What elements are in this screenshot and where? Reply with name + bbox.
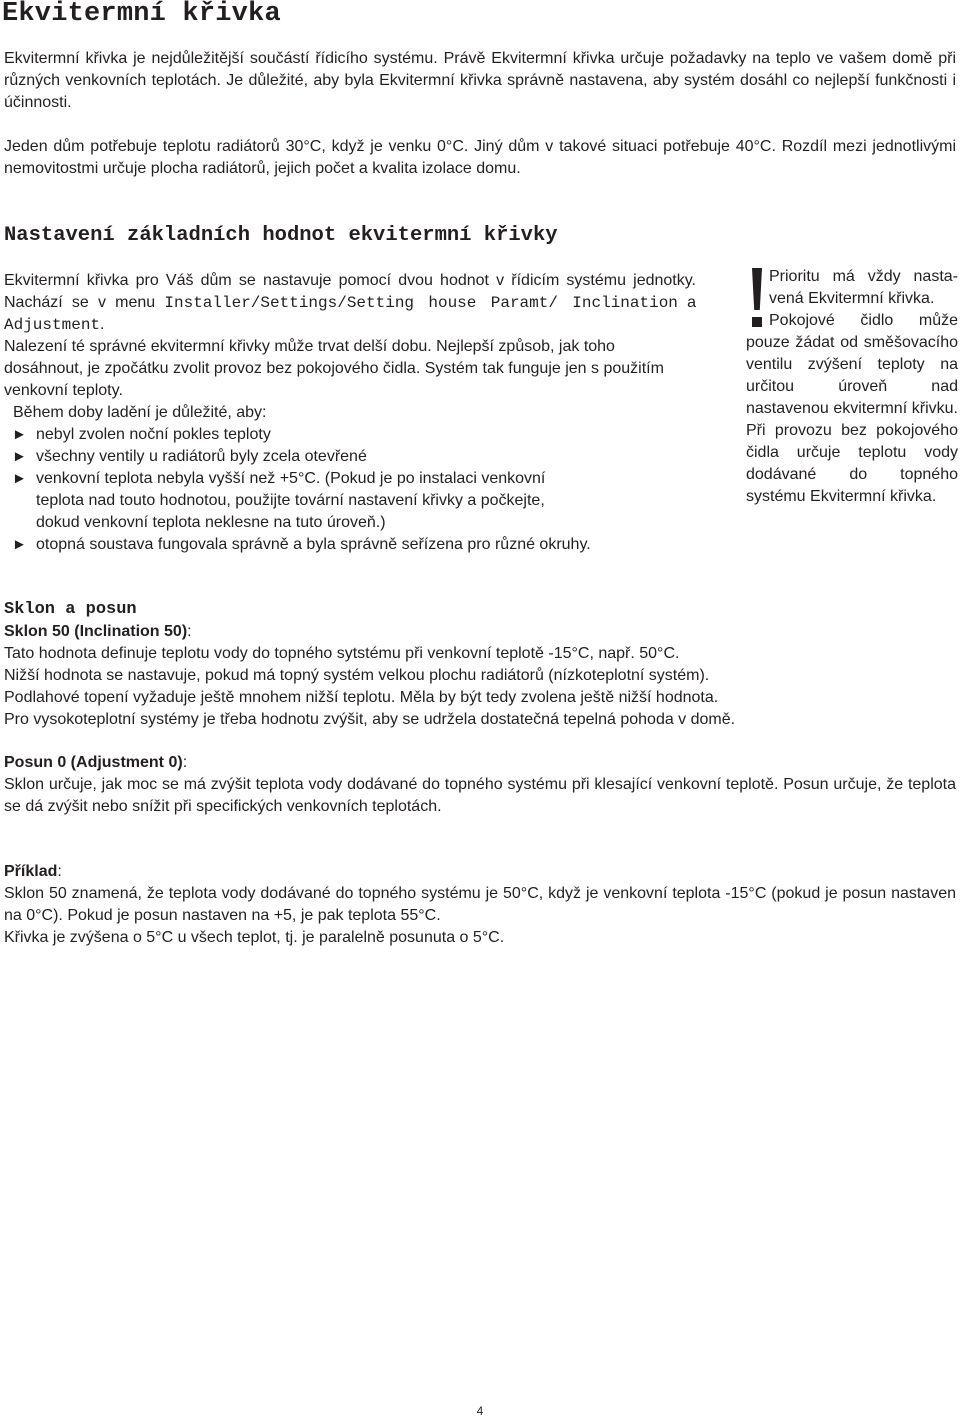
slope-section	[4, 599, 956, 731]
slope-subheading	[4, 621, 956, 643]
slope-line-3: Podlahové topení vyžaduje ještě mnohem nižší teplotu. Měla by být tedy zvolena ještě nižší hodnota.	[4, 689, 719, 706]
slope-line-4: Pro vysokoteplotní systémy je třeba hodnotu zvýšit, aby se udržela dostatečná tepelná pohoda v domě.	[4, 711, 736, 728]
list-item-text: nebyl zvolen noční pokles teploty	[36, 426, 271, 443]
intro-section	[4, 48, 956, 180]
note-line-1: Prioritu má vždy nasta-	[769, 268, 958, 285]
page-number: 4	[476, 1404, 484, 1418]
priority-note	[746, 266, 958, 508]
slope-line-2: Nižší hodnota se nastavuje, pokud má topný systém velkou plochu radiátorů (nízkoteplotní systém).	[4, 667, 710, 684]
bullet-icon: ►	[12, 470, 27, 487]
settings-heading: Nastavení základních hodnot ekvitermní křivky	[4, 224, 558, 247]
settings-text-start: Ekvitermní křivka pro Váš dům se nastavuje pomocí dvou hodnot v řídicím systému jednotky. Nachází se v menu	[4, 272, 696, 311]
page-title: Ekvitermní křivka	[2, 0, 281, 29]
slope-line-1: Tato hodnota definuje teplotu vody do topného sytstému při venkovní teplotě -15°C, např. 50°C.	[4, 645, 680, 662]
adjustment-subheading	[4, 752, 956, 774]
settings-paragraph-2: Nalezení té správné ekvitermní křivky může trvat delší dobu. Nejlepší způsob, jak toho dosáhnout, je zpočátku zvolit provoz bez pokojového čidla. Systém tak funguje jen s použitím venkovní teploty.	[4, 338, 664, 399]
menu-adjustment: Adjustment	[4, 316, 101, 334]
example-text: Sklon 50 znamená, že teplota vody dodávané do topného systému je 50°C, když je venkovní teplota -15°C (pokud je posun nastaven na 0°C). Pokud je posun nastaven na +5, je pak teplota 55°C.	[4, 885, 956, 924]
list-item-continuation: dokud venkovní teplota neklesne na tuto úroveň.)	[36, 514, 386, 531]
list-item-text: otopná soustava fungovala správně a byla správně seřízena pro různé okruhy.	[36, 536, 591, 553]
note-line-2: vená Ekvitermní křivka.	[769, 290, 935, 307]
adjustment-text: Sklon určuje, jak moc se má zvýšit teplota vody dodávané do topného systému při klesající venkovní teplotě. Posun určuje, že teplota se dá zvýšit nebo snížit při specifických venkovních teplotách.	[4, 776, 956, 815]
bullet-icon: ►	[12, 536, 27, 553]
list-item	[12, 468, 696, 490]
intro-paragraph-2: Jeden dům potřebuje teplotu radiátorů 30°C, když je venku 0°C. Jiný dům v takové situaci potřebuje 40°C. Rozdíl mezi jednotlivými nemovitostmi určuje plocha radiátorů, jejich počet a kvalita izolace domu.	[4, 138, 956, 177]
tuning-list-end	[4, 534, 696, 556]
example-heading	[4, 861, 956, 883]
list-item	[12, 446, 696, 468]
bullet-icon: ►	[12, 448, 27, 465]
list-item-text: venkovní teplota nebyla vyšší než +5°C. (Pokud je po instalaci venkovní	[36, 470, 546, 487]
inclination-label: Sklon 50 (Inclination 50)	[4, 623, 188, 640]
slope-heading: Sklon a posun	[4, 600, 137, 619]
adjustment-section	[4, 752, 956, 818]
settings-text-and: a	[677, 294, 697, 311]
inclination-colon: :	[187, 623, 192, 640]
example-label: Příklad	[4, 863, 58, 880]
list-item	[12, 534, 696, 556]
adjustment-colon: :	[182, 754, 188, 771]
tuning-list	[4, 424, 696, 490]
list-item-continuation: teplota nad touto hodnotou, použijte tovární nastavení křivky a počkejte,	[36, 492, 545, 509]
adjustment-label: Posun 0 (Adjustment 0)	[4, 754, 183, 771]
example-section	[4, 861, 956, 949]
list-item-text: všechny ventily u radiátorů byly zcela otevřené	[36, 448, 367, 465]
example-text-2: Křivka je zvýšena o 5°C u všech teplot, tj. je paralelně posunuta o 5°C.	[4, 929, 505, 946]
note-body: pouze žádat od směšovacího ventilu zvýšení teploty na určitou úroveň nad nastavenou ekvitermní křivku. Při provozu bez pokojového čidla určuje teplotu vody dodávané do topného systému Ekvitermní křivka.	[746, 334, 958, 505]
settings-paragraph-1	[4, 270, 696, 336]
list-item	[12, 424, 696, 446]
bullet-icon: ►	[12, 426, 27, 443]
note-line-3: Pokojové čidlo může	[769, 312, 958, 329]
settings-section	[4, 270, 696, 556]
settings-text-end: .	[100, 316, 105, 333]
example-colon: :	[57, 863, 62, 880]
menu-path: Installer/Settings/Setting house Paramt/ Inclination	[164, 294, 678, 312]
tuning-intro: Během doby ladění je důležité, aby:	[13, 404, 267, 421]
intro-paragraph-1: Ekvitermní křivka je nejdůležitější součástí řídicího systému. Právě Ekvitermní křivka určuje požadavky na teplo ve vašem domě při různých venkovních teplotách. Je důležité, aby byla Ekvitermní křivka správně nastavena, aby systém dosáhl co nejlepší funkčnosti i účinnosti.	[4, 50, 956, 111]
